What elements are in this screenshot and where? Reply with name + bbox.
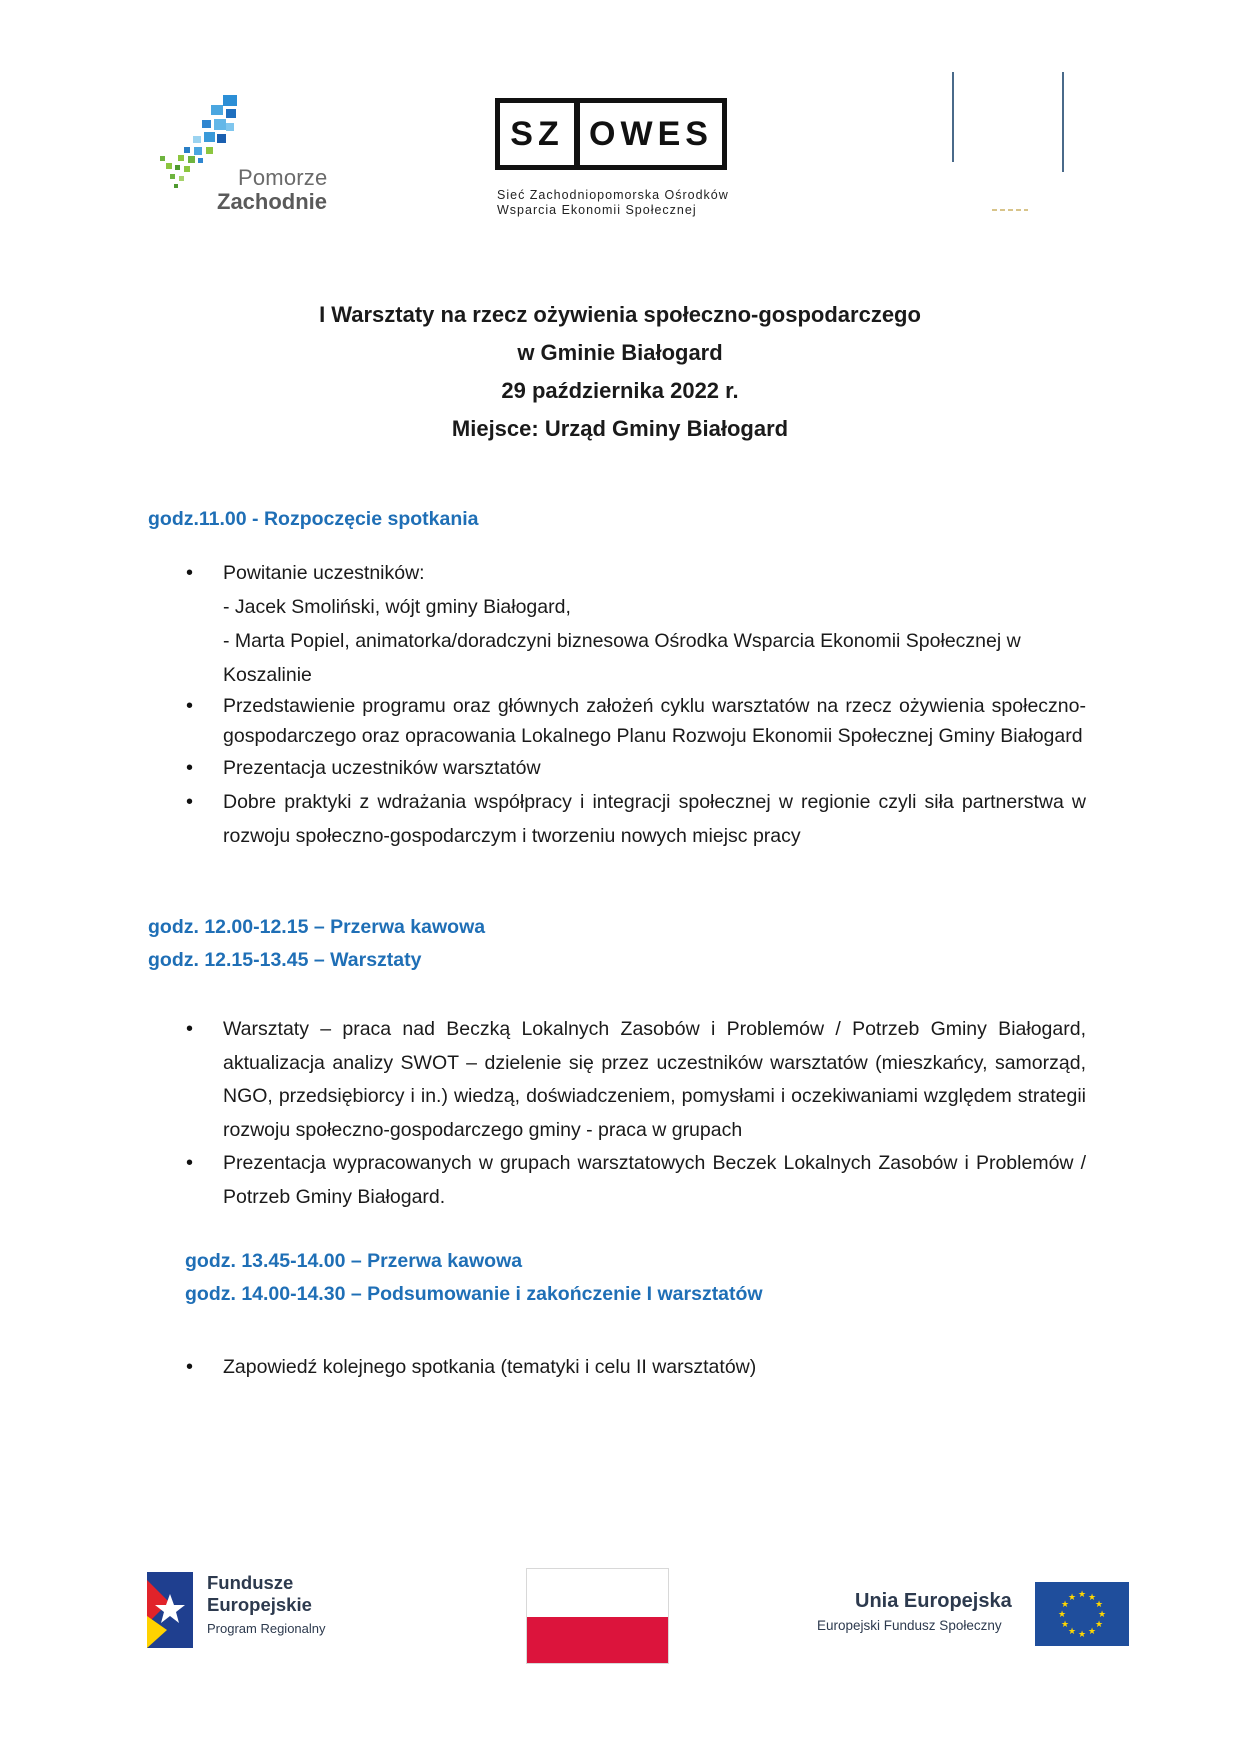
- svg-text:★: ★: [1067, 1593, 1077, 1603]
- list-item-program: • Przedstawienie programu oraz głównych założeń cyklu warsztatów na rzecz ożywienia społeczno-gospodarczego oraz opracowania Lokalnego Planu Rozwoju Ekonomii Społecznej Gminy Białogard: [0, 692, 1086, 751]
- unia-europejska-logo: [815, 1582, 1135, 1652]
- title-line-3: 29 października 2022 r.: [501, 378, 739, 403]
- svg-text:★: ★: [1087, 1627, 1097, 1637]
- pomorze-logo-line1: Pomorze: [238, 165, 328, 190]
- welcome-line-4: Koszalinie: [223, 664, 312, 686]
- partially-rendered-logo: [952, 72, 1072, 222]
- svg-text:★: ★: [1097, 1610, 1107, 1620]
- title-line-2: w Gminie Białogard: [517, 340, 723, 365]
- list-item-workshop-work: • Warsztaty – praca nad Beczką Lokalnych Zasobów i Problemów / Potrzeb Gminy Białogard, aktualizacja analizy SWOT – dzielenie się przez uczestników warsztatów (mieszkańcy, samorząd, NGO, przedsiębiorcy i in.) wiedzą, doświadczeniem, pomysłami i oczekiwaniami względem strategii rozwoju społeczno-gospodarczego gminy - praca w grupach: [0, 1013, 1086, 1147]
- document-title: [0, 296, 1240, 448]
- szowes-logo: [495, 98, 735, 223]
- svg-text:★: ★: [1057, 1610, 1067, 1620]
- title-line-4: Miejsce: Urząd Gminy Białogard: [451, 416, 789, 441]
- vertical-lines-icon: [952, 72, 1072, 222]
- pomorze-logo-line2: Zachodnie: [217, 189, 328, 214]
- pomorze-zachodnie-logo: [160, 92, 350, 217]
- welcome-line-1: • Powitanie uczestników:: [223, 562, 425, 584]
- title-line-1: I Warsztaty na rzecz ożywienia społeczno-gospodarczego: [319, 302, 921, 327]
- fundusze-star-icon: [147, 1572, 193, 1648]
- heading-summary: godz. 14.00-14.30 – Podsumowanie i zakończenie I warsztatów: [185, 1283, 763, 1305]
- svg-text:★: ★: [1077, 1630, 1087, 1640]
- heading-coffee-break-2: godz. 13.45-14.00 – Przerwa kawowa: [185, 1250, 523, 1272]
- fe-logo-line1: Fundusze: [207, 1572, 294, 1593]
- ue-logo-line1: Unia Europejska: [855, 1590, 1012, 1612]
- list-item-next-meeting: • Zapowiedź kolejnego spotkania (tematyki i celu II warsztatów): [0, 1350, 1086, 1384]
- svg-text:★: ★: [1060, 1600, 1070, 1610]
- fundusze-europejskie-logo: [147, 1572, 357, 1652]
- welcome-line-2: - Jacek Smoliński, wójt gminy Białogard,: [223, 596, 571, 618]
- welcome-line-3: - Marta Popiel, animatorka/doradczyni biznesowa Ośrodka Wsparcia Ekonomii Społecznej w: [223, 630, 1021, 652]
- fe-logo-line2: Europejskie: [207, 1594, 312, 1615]
- svg-text:★: ★: [1087, 1593, 1097, 1603]
- polish-flag: [526, 1568, 669, 1664]
- svg-text:★: ★: [1067, 1627, 1077, 1637]
- flag-red-stripe: [527, 1617, 668, 1663]
- eu-flag-icon: [1035, 1582, 1129, 1646]
- workshops-list: [0, 1013, 1240, 1215]
- svg-text:★: ★: [1060, 1620, 1070, 1630]
- szowes-box-sz: SZ: [495, 98, 579, 170]
- fe-logo-line3: Program Regionalny: [207, 1621, 326, 1636]
- heading-workshops: godz. 12.15-13.45 – Warsztaty: [148, 949, 422, 971]
- list-item-good-practices: • Dobre praktyki z wdrażania współpracy i integracji społecznej w regionie czyli siła partnerstwa w rozwoju społeczno-gospodarczym i tworzeniu nowych miejsc pracy: [0, 785, 1086, 853]
- ue-logo-line2: Europejski Fundusz Społeczny: [817, 1618, 1002, 1633]
- heading-opening: godz.11.00 - Rozpoczęcie spotkania: [148, 508, 479, 530]
- svg-text:★: ★: [1077, 1590, 1087, 1600]
- flag-white-stripe: [527, 1569, 668, 1617]
- svg-text:★: ★: [1094, 1600, 1104, 1610]
- szowes-subtitle-line1: Sieć Zachodniopomorska Ośrodków: [497, 188, 729, 202]
- heading-coffee-break-1: godz. 12.00-12.15 – Przerwa kawowa: [148, 916, 486, 938]
- list-item-workshop-presentation: • Prezentacja wypracowanych w grupach warsztatowych Beczek Lokalnych Zasobów i Problemów / Potrzeb Gminy Białogard.: [0, 1147, 1086, 1214]
- opening-list: [0, 556, 1240, 853]
- szowes-subtitle-line2: Wsparcia Ekonomii Społecznej: [497, 203, 697, 217]
- svg-text:★: ★: [1094, 1620, 1104, 1630]
- szowes-box-owes: OWES: [575, 98, 727, 170]
- list-item-welcome: [0, 556, 1086, 692]
- list-item-participants: • Prezentacja uczestników warsztatów: [0, 751, 1086, 785]
- summary-list: [0, 1350, 1240, 1384]
